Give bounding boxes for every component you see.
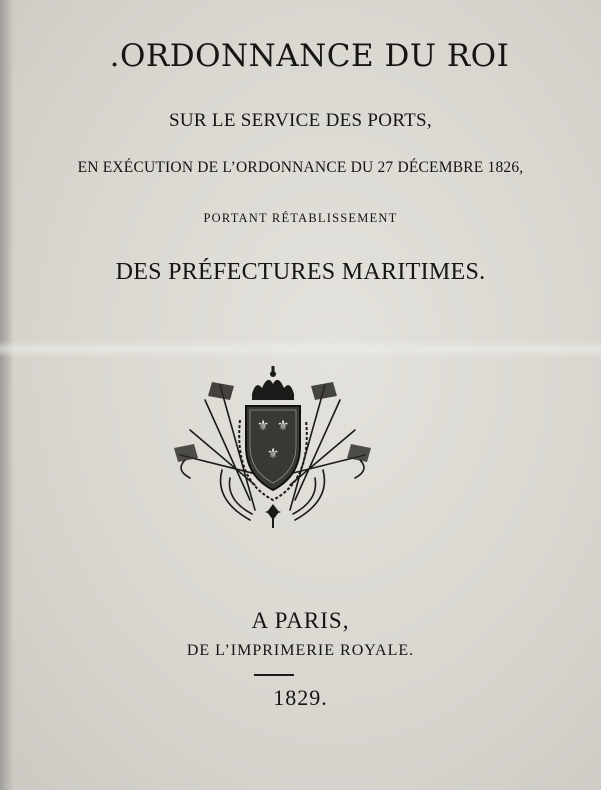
imprint-year: 1829. bbox=[273, 685, 328, 710]
subtitle-portant: PORTANT RÉTABLISSEMENT bbox=[203, 211, 398, 225]
imprint-printer: DE L’IMPRIMERIE ROYALE. bbox=[186, 642, 415, 659]
subtitle-prefectures: DES PRÉFECTURES MARITIMES. bbox=[115, 259, 486, 285]
subtitle-service-des-ports: SUR LE SERVICE DES PORTS, bbox=[169, 110, 432, 131]
subtitle-execution: EN EXÉCUTION DE L’ORDONNANCE DU 27 DÉCEMBRE 1826, bbox=[77, 159, 524, 176]
divider-rule bbox=[254, 674, 294, 676]
document-title: .ORDONNANCE DU ROI bbox=[109, 38, 510, 74]
svg-text:⚜: ⚜ bbox=[266, 446, 280, 462]
imprint-city: A PARIS, bbox=[251, 608, 350, 633]
svg-text:⚜: ⚜ bbox=[256, 418, 270, 434]
royal-arms-emblem-icon bbox=[160, 360, 385, 540]
svg-text:⚜: ⚜ bbox=[276, 418, 290, 434]
paper-fold bbox=[0, 340, 601, 358]
